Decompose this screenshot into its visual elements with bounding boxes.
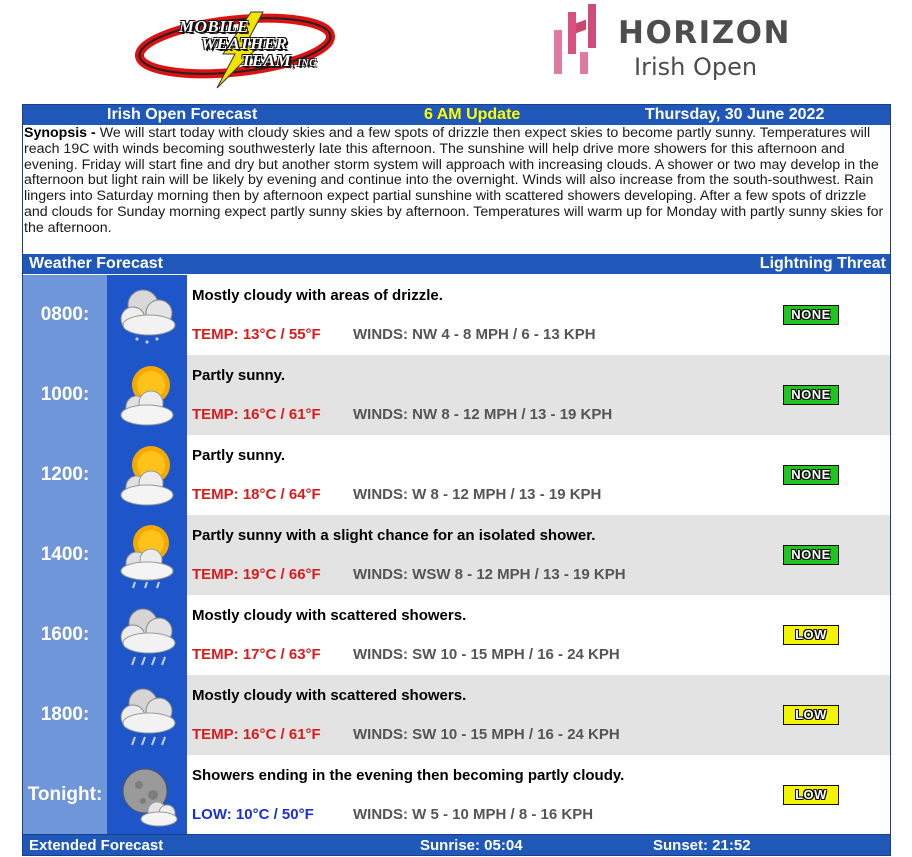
synopsis-text: We will start today with cloudy skies and a few spots of drizzle then expect skies to become partly sunny. Temperatures will reach 19C with winds becoming southwesterly late this afternoon. The sunshine will help drive more showers for this afternoon and evening. Friday will start fine and dry but another storm system will approach with increasing clouds. A shower or two may develop in the afternoon but light rain will be likely by evening and continue into the overnight. Winds will also increase from the south-southwest. Rain lingers into Saturday morning then by afternoon expect partial sunshine with scattered showers developing. After a few spots of drizzle and clouds for Sunday morning expect partly sunny skies by afternoon. Temperatures will warm up for Monday with partly sunny skies for the afternoon. [24,125,884,236]
forecast-description: Mostly cloudy with scattered showers. [192,607,467,624]
lightning-threat-badge: LOW [783,705,839,725]
moon-cloud-icon [107,755,187,835]
logo-inc: , INC [291,58,317,69]
forecast-time: 1800: [23,675,107,755]
forecast-description: Showers ending in the evening then becoming partly cloudy. [192,767,625,784]
forecast-rows [23,275,890,835]
sunset-time: Sunset: 21:52 [653,837,751,854]
forecast-row [23,755,890,835]
forecast-row [23,595,890,675]
forecast-temperature: TEMP: 18°C / 64°F [192,486,321,503]
forecast-temperature: TEMP: 17°C / 63°F [192,646,321,663]
forecast-row [23,675,890,755]
partly-sunny-icon [107,355,187,435]
forecast-date: Thursday, 30 June 2022 [645,106,825,123]
extended-forecast-bar [22,834,891,856]
horizon-irish-open-logo [550,2,790,82]
forecast-time: 1200: [23,435,107,515]
forecast-panel [22,104,891,837]
forecast-description: Mostly cloudy with scattered showers. [192,687,467,704]
forecast-description: Partly sunny. [192,447,286,464]
section-header-bar [23,254,890,274]
forecast-winds: WINDS: SW 10 - 15 MPH / 16 - 24 KPH [353,646,620,663]
forecast-row [23,515,890,595]
forecast-winds: WINDS: NW 4 - 8 MPH / 6 - 13 KPH [353,326,596,343]
sun-shower-icon [107,515,187,595]
lightning-threat-heading: Lightning Threat [759,255,886,272]
logo-line-mobile: MOBILE [179,17,250,36]
lightning-threat-badge: NONE [783,465,839,485]
lightning-threat-badge: NONE [783,545,839,565]
forecast-winds: WINDS: W 5 - 10 MPH / 8 - 16 KPH [353,806,594,823]
lightning-threat-badge: NONE [783,305,839,325]
forecast-time: 1000: [23,355,107,435]
weather-forecast-heading: Weather Forecast [29,255,163,272]
forecast-winds: WINDS: SW 10 - 15 MPH / 16 - 24 KPH [353,726,620,743]
extended-forecast-link[interactable]: Extended Forecast [29,837,164,854]
forecast-winds: WINDS: NW 8 - 12 MPH / 13 - 19 KPH [353,406,613,423]
horizon-mark-icon [552,2,602,76]
lightning-threat-badge: NONE [783,385,839,405]
synopsis [24,126,889,253]
forecast-temperature: TEMP: 13°C / 55°F [192,326,321,343]
lightning-threat-badge: LOW [783,625,839,645]
synopsis-label: Synopsis - [24,125,96,141]
forecast-winds: WINDS: W 8 - 12 MPH / 13 - 19 KPH [353,486,602,503]
forecast-temperature: TEMP: 16°C / 61°F [192,726,321,743]
forecast-description: Partly sunny with a slight chance for an isolated shower. [192,527,596,544]
forecast-description: Partly sunny. [192,367,286,384]
forecast-time: 0800: [23,275,107,355]
logo-line-team: TEAM [241,51,292,70]
forecast-time: 1600: [23,595,107,675]
update-label: 6 AM Update [424,106,521,123]
forecast-time: Tonight: [23,755,107,835]
forecast-row [23,275,890,355]
cloud-drizzle-icon [107,275,187,355]
sunrise-time: Sunrise: 05:04 [420,837,523,854]
forecast-row [23,355,890,435]
forecast-header-bar [23,105,890,125]
cloud-showers-icon [107,675,187,755]
mobile-weather-team-logo [135,8,335,90]
forecast-row [23,435,890,515]
forecast-description: Mostly cloudy with areas of drizzle. [192,287,443,304]
partly-sunny-icon [107,435,187,515]
forecast-time: 1400: [23,515,107,595]
forecast-winds: WINDS: WSW 8 - 12 MPH / 13 - 19 KPH [353,566,626,583]
horizon-wordmark: HORIZON [618,15,791,51]
forecast-temperature: TEMP: 19°C / 66°F [192,566,321,583]
forecast-title: Irish Open Forecast [107,106,258,123]
logo-line-weather: WEATHER [201,34,288,53]
forecast-temperature: TEMP: 16°C / 61°F [192,406,321,423]
cloud-showers-icon [107,595,187,675]
lightning-threat-badge: LOW [783,785,839,805]
forecast-low-temperature: LOW: 10°C / 50°F [192,806,314,823]
irish-open-wordmark: Irish Open [634,53,758,81]
